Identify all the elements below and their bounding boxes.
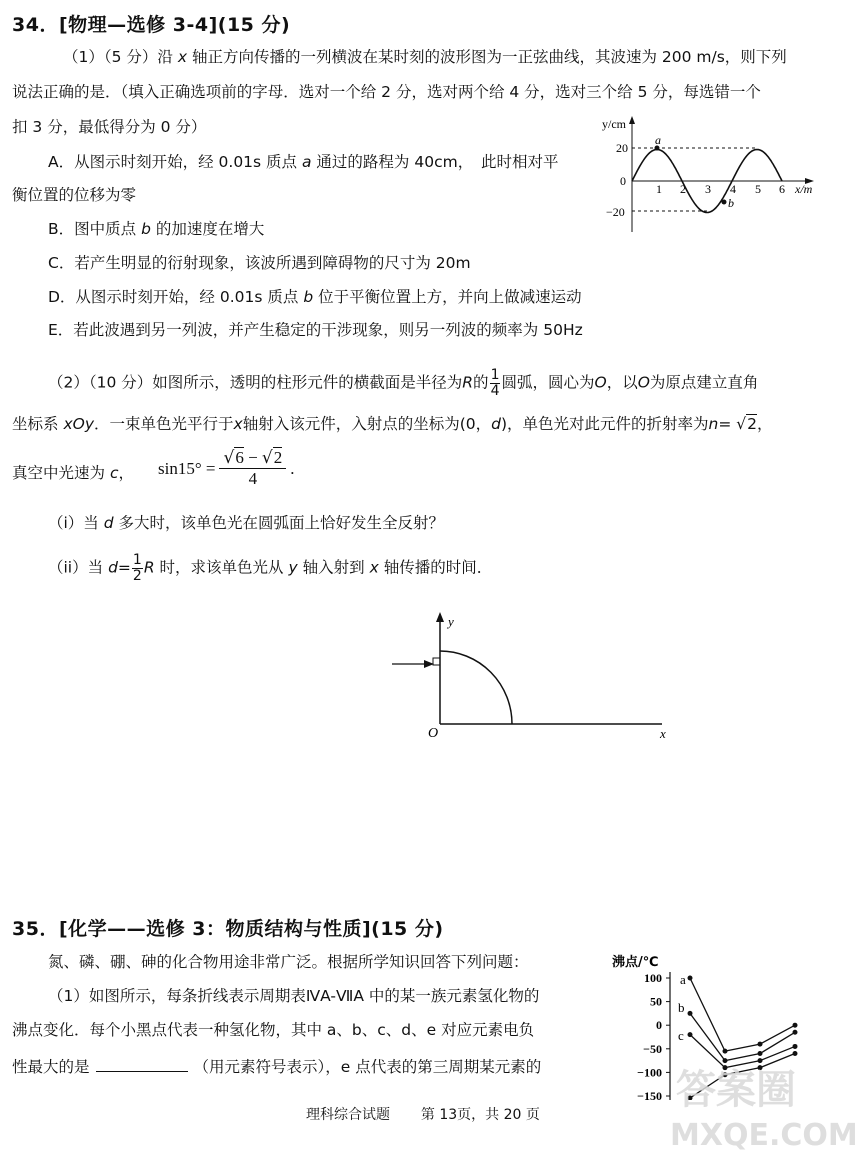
- text: 时，求该单色光从: [159, 558, 284, 577]
- sin-label: sin15° =: [158, 458, 216, 478]
- sqrt-value: 2: [747, 415, 758, 433]
- right-angle-mark: [433, 658, 440, 665]
- var-xOy: xOy: [63, 415, 94, 433]
- question-score: (15 分): [217, 14, 291, 36]
- chart-y-ticks: [637, 971, 670, 1100]
- var-n: n=: [708, 415, 732, 433]
- question-score: (15 分): [371, 918, 444, 940]
- data-point: [688, 1032, 693, 1037]
- y-label: y/cm: [602, 117, 626, 131]
- sqrt-sign: √: [736, 415, 747, 433]
- watermark-logo: 答案圈: [676, 1067, 796, 1113]
- text: 轴射入该元件，入射点的坐标为(0，: [242, 415, 492, 433]
- var-x: x: [233, 415, 243, 433]
- text: )，单色光对此元件的折射率为: [500, 415, 709, 433]
- option-c: C．若产生明显的衍射现象，该波所遇到障碍物的尺寸为 20m: [48, 254, 471, 272]
- q34-part1-line3: 扣 3 分，最低得分为 0 分）: [12, 118, 207, 136]
- quarter-arc: [440, 651, 512, 724]
- series-line: [690, 978, 795, 1051]
- y-tick-label: −100: [637, 1065, 662, 1080]
- text: ，以: [606, 373, 638, 392]
- option-a-cont: 衡位置的位移为零: [12, 186, 137, 204]
- sin-denominator: 4: [248, 469, 258, 488]
- text: 位于平衡位置上方，并向上做减速运动: [318, 288, 582, 306]
- quarter-circle-figure: [382, 606, 682, 746]
- text: 多大时，该单色光在圆弧面上恰好发生全反射？: [118, 514, 445, 532]
- var-b: b: [141, 220, 151, 238]
- part-label: （1）（5 分）沿: [63, 48, 173, 66]
- fig-x-label: x: [660, 726, 666, 741]
- y-tick-label: −150: [637, 1089, 662, 1100]
- x-label: x/m: [795, 182, 813, 196]
- fraction-half: [132, 553, 143, 583]
- series-line: [690, 1013, 795, 1060]
- data-point: [793, 1030, 798, 1035]
- fig-y-label: y: [448, 614, 454, 629]
- series-label-a: a: [680, 972, 686, 987]
- var-O: O: [594, 373, 607, 392]
- q34-part2-line1: [48, 368, 758, 398]
- var-y: y: [288, 558, 298, 577]
- text: 的: [473, 373, 489, 392]
- text: 轴入射到: [302, 558, 365, 577]
- x-tick: 5: [755, 182, 761, 196]
- question-number: 34．: [12, 14, 59, 36]
- data-point: [793, 1023, 798, 1028]
- x-tick: 2: [680, 182, 686, 196]
- text: ．一束单色光平行于: [94, 415, 234, 433]
- q35-heading: [12, 914, 444, 941]
- var-d: d=: [108, 558, 131, 577]
- text: （i）当: [48, 514, 99, 532]
- y-tick-label: 100: [644, 971, 662, 985]
- data-point: [723, 1049, 728, 1054]
- fig-y-arrow: [436, 612, 444, 622]
- text: 通过的路程为 40cm， 此时相对平: [316, 153, 559, 171]
- chart-ylabel: 沸点/℃: [612, 955, 659, 970]
- var-d: d: [491, 415, 501, 433]
- sqrt-value: 2: [273, 448, 283, 467]
- footer-page: 第 13页，共 20 页: [420, 1107, 540, 1123]
- y-tick: −20: [606, 205, 625, 219]
- q35-p1-line3: [12, 1057, 541, 1076]
- x-ticks: [656, 182, 785, 196]
- fig-origin-label: O: [428, 726, 439, 741]
- option-a: [48, 155, 558, 171]
- text: 为原点建立直角: [649, 373, 759, 392]
- series-label-b: b: [678, 1000, 685, 1015]
- text: 的加速度在增大: [155, 220, 265, 238]
- footer-title: 理科综合试题: [306, 1107, 390, 1123]
- var-R: R: [143, 558, 155, 577]
- wave-graph: [598, 112, 828, 234]
- period: .: [290, 458, 295, 478]
- fraction-quarter: [490, 368, 501, 398]
- series-label-c: c: [678, 1028, 684, 1043]
- q35-p1-line1: （1）如图所示，每条折线表示周期表ⅣA-ⅦA 中的某一族元素氢化物的: [48, 987, 540, 1005]
- text: 轴传播的时间．: [383, 558, 493, 577]
- question-title: [物理—选修 3-4]: [58, 14, 218, 36]
- text: 性最大的是: [12, 1058, 90, 1076]
- text: （用元素符号表示），e 点代表的第三周期某元素的: [193, 1058, 542, 1076]
- denominator: 4: [490, 382, 500, 399]
- y-axis-arrow: [629, 116, 635, 124]
- numerator: 1: [490, 367, 500, 383]
- point-b: [722, 200, 727, 205]
- x-tick: 6: [779, 182, 785, 196]
- answer-blank[interactable]: [96, 1057, 188, 1072]
- question-title: [化学——选修 3：物质结构与性质]: [58, 918, 372, 940]
- var-x: x: [369, 558, 379, 577]
- q34-heading: [12, 10, 290, 37]
- sin-numerator: [219, 448, 286, 469]
- sqrt-value: 6: [235, 448, 244, 467]
- data-point: [688, 1011, 693, 1016]
- text: 圆弧，圆心为: [501, 373, 595, 392]
- page-footer: [306, 1104, 540, 1124]
- data-point: [758, 1042, 763, 1047]
- question-number: 35．: [12, 918, 59, 940]
- q35-intro: 氮、磷、硼、砷的化合物用途非常广泛。根据所学知识回答下列问题：: [48, 953, 529, 971]
- x-tick: 4: [730, 182, 736, 196]
- text: ，: [757, 415, 773, 433]
- sqrt-sign: √: [223, 448, 235, 468]
- question-ii: [48, 553, 492, 583]
- text: B．图中质点: [48, 220, 137, 238]
- option-b: [48, 222, 264, 238]
- text: 坐标系: [12, 415, 59, 433]
- denominator: 2: [132, 567, 142, 584]
- q35-p1-line2: 沸点变化．每个小黑点代表一种氢化物，其中 a、b、c、d、e 对应元素电负: [12, 1021, 535, 1039]
- point-a-label: a: [655, 133, 661, 147]
- data-point: [758, 1051, 763, 1056]
- question-i: [48, 516, 444, 532]
- data-point: [793, 1044, 798, 1049]
- q34-part2-line2: [12, 417, 773, 433]
- q34-part1-line2: 说法正确的是．（填入正确选项前的字母．选对一个给 2 分，选对两个给 4 分，选对三个给 5 分，每选错一个: [12, 83, 761, 101]
- text: A．从图示时刻开始，经 0.01s 质点: [48, 153, 298, 171]
- text: 真空中光速为: [12, 464, 106, 482]
- q34-part1-line1: [63, 50, 787, 66]
- text: （2）（10 分）如图所示，透明的柱形元件的横截面是半径为: [48, 373, 463, 392]
- sqrt-sign: √: [261, 448, 273, 468]
- var-d: d: [103, 514, 114, 532]
- text: 轴正方向传播的一列横波在某时刻的波形图为一正弦曲线，其波速为 200 m/s，则下列: [191, 48, 787, 66]
- y-tick-label: 0: [656, 1018, 662, 1033]
- var-a: a: [301, 153, 312, 171]
- numerator: 1: [132, 552, 142, 568]
- var-b: b: [303, 288, 314, 306]
- option-d: [48, 290, 582, 306]
- x-tick: 1: [656, 182, 662, 196]
- watermark-url: MXQE.COM: [670, 1118, 858, 1153]
- text: ，: [118, 464, 134, 482]
- var-c: c: [109, 464, 119, 482]
- var-x: x: [177, 48, 188, 66]
- minus: −: [243, 448, 262, 467]
- y-tick: 20: [616, 141, 628, 155]
- y-tick: 0: [620, 174, 626, 188]
- sin15-formula: [158, 448, 295, 489]
- var-R: R: [462, 373, 474, 392]
- data-point: [793, 1051, 798, 1056]
- q34-part2-line3: [12, 466, 134, 482]
- var-O: O: [637, 373, 650, 392]
- point-b-label: b: [728, 196, 734, 210]
- option-e: E．若此波遇到另一列波，并产生稳定的干涉现象，则另一列波的频率为 50Hz: [48, 321, 583, 339]
- y-tick-label: −50: [643, 1041, 662, 1056]
- text: D．从图示时刻开始，经 0.01s 质点: [48, 288, 299, 306]
- data-point: [688, 976, 693, 981]
- text: （ii）当: [48, 558, 104, 577]
- y-tick-label: 50: [650, 994, 662, 1009]
- sin-fraction: [219, 448, 286, 489]
- x-tick: 3: [705, 182, 711, 196]
